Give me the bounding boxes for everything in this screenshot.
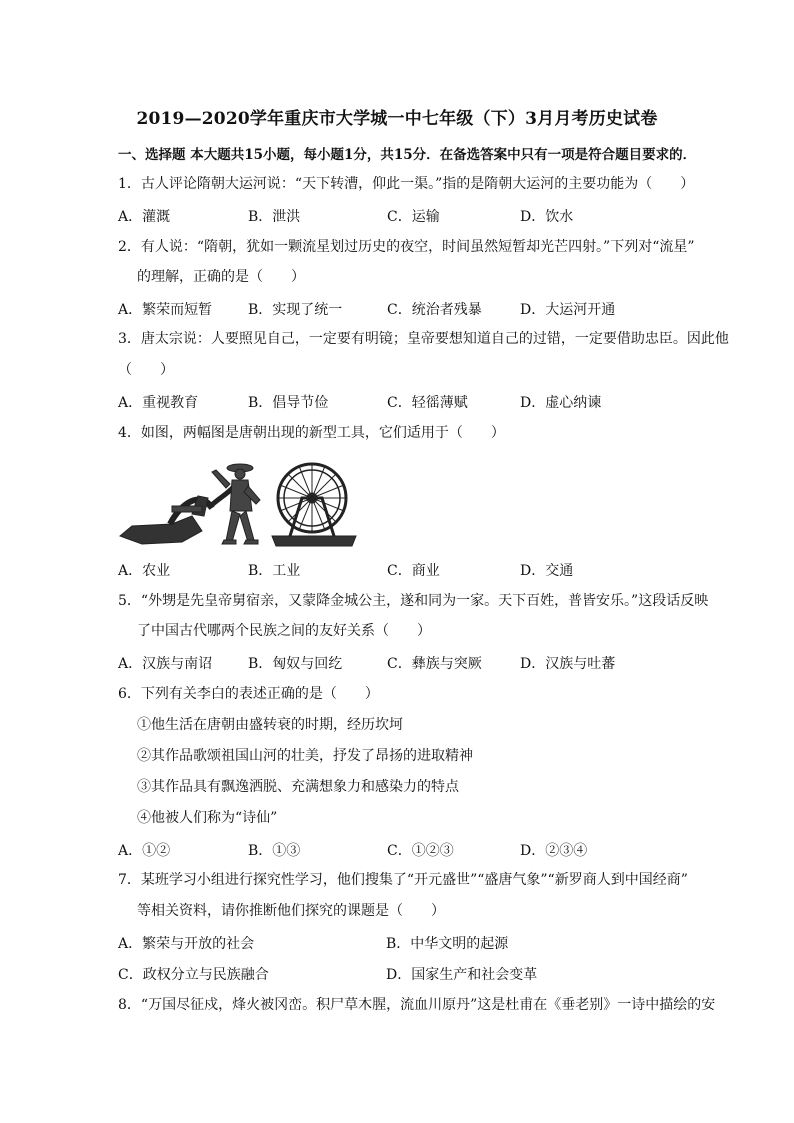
farmer-icon <box>212 464 260 544</box>
option-a[interactable]: A．重视教育 <box>118 395 199 411</box>
question-3-text: 3．唐太宗说：人要照见自己，一定要有明镜；皇帝要想知道自己的过错，一定要借助忠臣。因此他 <box>118 331 729 347</box>
option-b[interactable]: B．工业 <box>248 563 301 579</box>
question-6-text: 6．下列有关李白的表述正确的是（ ） <box>118 686 379 702</box>
question-4-figure <box>112 456 362 550</box>
option-d[interactable]: D．虚心纳谏 <box>520 395 602 411</box>
question-4-options <box>118 560 678 578</box>
question-8-text: 8．“万国尽征戍，烽火被冈峦。积尸草木腥，流血川原丹”这是杜甫在《垂老别》一诗中描绘的安 <box>118 997 716 1013</box>
option-b[interactable]: B．①③ <box>248 843 301 859</box>
option-d[interactable]: D．大运河开通 <box>520 302 616 318</box>
question-2-options <box>118 299 678 317</box>
option-b[interactable]: B．中华文明的起源 <box>386 936 509 952</box>
question-5-options <box>118 653 678 671</box>
question-7-options-row2 <box>118 964 678 982</box>
option-a[interactable]: A．繁荣而短暂 <box>118 302 213 318</box>
option-d[interactable]: D．国家生产和社会变革 <box>386 967 538 983</box>
question-7-options-row1 <box>118 933 678 951</box>
question-1-options <box>118 206 678 224</box>
option-b[interactable]: B．泄洪 <box>248 209 301 225</box>
option-c[interactable]: C．运输 <box>387 209 440 225</box>
option-b[interactable]: B．实现了统一 <box>248 302 343 318</box>
question-3-options <box>118 392 678 410</box>
statement-2: ②其作品歌颂祖国山河的壮美，抒发了昂扬的进取精神 <box>137 748 473 764</box>
curved-plough-icon <box>120 486 234 544</box>
question-2-text-cont: 的理解，正确的是（ ） <box>137 269 305 285</box>
question-6-options <box>118 840 678 858</box>
water-wheel-icon <box>272 464 356 546</box>
option-d[interactable]: D．交通 <box>520 563 574 579</box>
question-1-text: 1．古人评论隋朝大运河说：“天下转漕，仰此一渠。”指的是隋朝大运河的主要功能为（ ） <box>118 176 695 192</box>
option-a[interactable]: A．繁荣与开放的社会 <box>118 936 255 952</box>
question-7-text-cont: 等相关资料，请你推断他们探究的课题是（ ） <box>137 903 445 919</box>
statement-4: ④他被人们称为“诗仙” <box>137 810 278 826</box>
exam-title: 2019—2020学年重庆市大学城一中七年级（下）3月月考历史试卷 <box>136 109 658 129</box>
option-c[interactable]: C．①②③ <box>387 843 454 859</box>
option-c[interactable]: C．彝族与突厥 <box>387 656 482 672</box>
option-c[interactable]: C．统治者残暴 <box>387 302 482 318</box>
option-c[interactable]: C．政权分立与民族融合 <box>118 967 269 983</box>
section-heading: 一、选择题 本大题共15小题，每小题1分，共15分．在备选答案中只有一项是符合题目要求的． <box>118 147 697 163</box>
option-c[interactable]: C．商业 <box>387 563 440 579</box>
option-d[interactable]: D．汉族与吐蕃 <box>520 656 616 672</box>
question-2-text: 2．有人说：“隋朝，犹如一颗流星划过历史的夜空，时间虽然短暂却光芒四射。”下列对“流星” <box>118 239 695 255</box>
option-b[interactable]: B．匈奴与回纥 <box>248 656 343 672</box>
option-b[interactable]: B．倡导节俭 <box>248 395 329 411</box>
question-3-text-cont: （ ） <box>118 362 174 378</box>
question-4-text: 4．如图，两幅图是唐朝出现的新型工具，它们适用于（ ） <box>118 425 505 441</box>
question-5-text-cont: 了中国古代哪两个民族之间的友好关系（ ） <box>137 623 431 639</box>
option-d[interactable]: D．②③④ <box>520 843 588 859</box>
tang-tools-illustration <box>112 456 362 550</box>
statement-3: ③其作品具有飘逸洒脱、充满想象力和感染力的特点 <box>137 779 459 795</box>
question-5-text: 5．“外甥是先皇帝舅宿亲，又蒙降金城公主，遂和同为一家。天下百姓，普皆安乐。”这段话反映 <box>118 593 709 609</box>
statement-1: ①他生活在唐朝由盛转衰的时期，经历坎坷 <box>137 717 403 733</box>
option-c[interactable]: C．轻徭薄赋 <box>387 395 468 411</box>
option-a[interactable]: A．①② <box>118 843 171 859</box>
option-d[interactable]: D．饮水 <box>520 209 574 225</box>
option-a[interactable]: A．汉族与南诏 <box>118 656 213 672</box>
question-7-text: 7．某班学习小组进行探究性学习，他们搜集了“开元盛世”“盛唐气象”“新罗商人到中国经商” <box>118 872 688 888</box>
option-a[interactable]: A．农业 <box>118 563 171 579</box>
option-a[interactable]: A．灌溉 <box>118 209 171 225</box>
